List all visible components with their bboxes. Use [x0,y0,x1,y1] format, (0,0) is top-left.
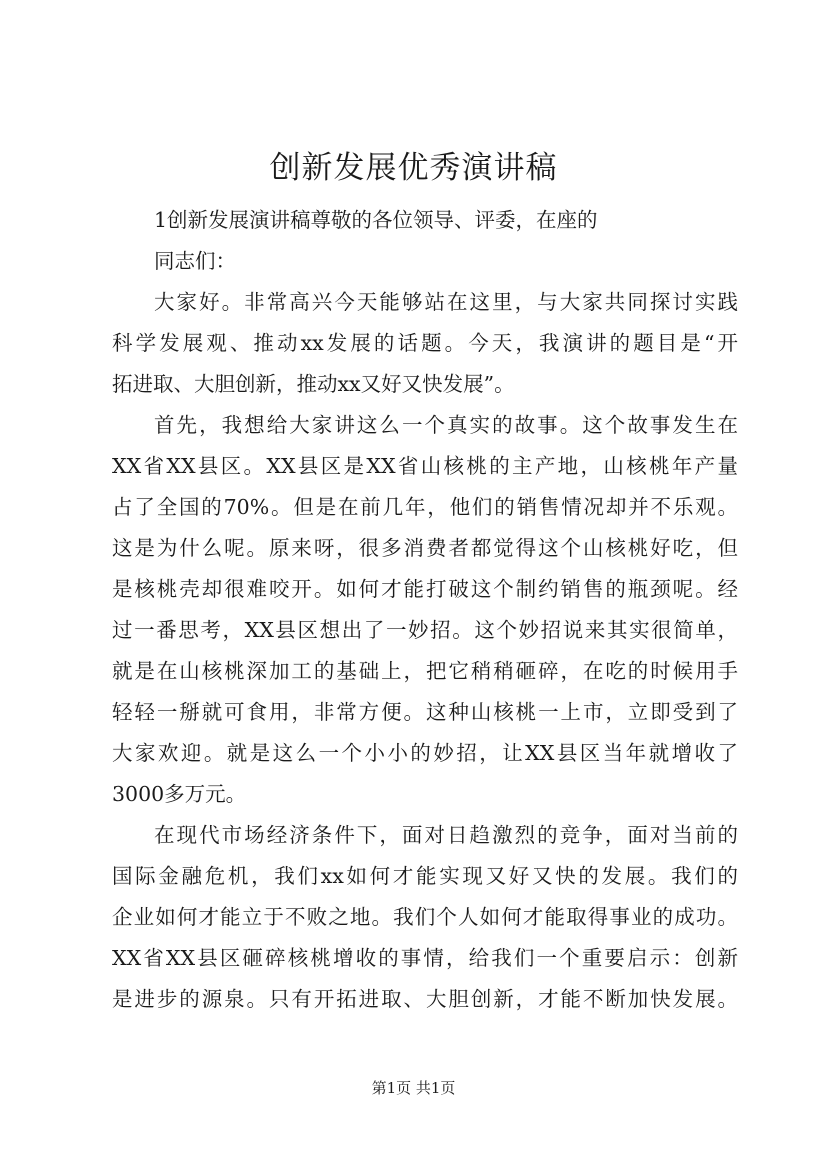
document-title: 创新发展优秀演讲稿 [269,150,558,186]
page-footer: 第1页 共1页 [371,1079,456,1097]
text-line: 同志们： [154,249,236,273]
text-line: 科学发展观、推动xx发展的话题。今天，我演讲的题目是“开 [112,331,738,355]
text-line: 1创新发展演讲稿尊敬的各位领导、评委，在座的 [154,208,598,232]
text-line: 就是在山核桃深加工的基础上，把它稍稍砸碎，在吃的时候用手 [112,659,738,683]
text-line: XX省XX县区。XX县区是XX省山核桃的主产地，山核桃年产量 [112,454,738,478]
text-line: 占了全国的70%。但是在前几年，他们的销售情况却并不乐观。 [112,495,738,519]
text-line: 企业如何才能立于不败之地。我们个人如何才能取得事业的成功。 [112,905,738,929]
text-line: 首先，我想给大家讲这么一个真实的故事。这个故事发生在 [154,413,738,437]
text-line: 这是为什么呢。原来呀，很多消费者都觉得这个山核桃好吃，但 [112,536,738,560]
text-line: 拓进取、大胆创新，推动xx又好又快发展”。 [112,372,515,396]
document-body [112,200,738,1020]
text-line: 轻轻一掰就可食用，非常方便。这种山核桃一上市，立即受到了 [112,700,738,724]
text-line: 过一番思考，XX县区想出了一妙招。这个妙招说来其实很简单， [112,618,738,642]
text-line: 3000多万元。 [112,782,247,806]
text-line: 大家好。非常高兴今天能够站在这里，与大家共同探讨实践 [154,290,738,314]
text-line: 是进步的源泉。只有开拓进取、大胆创新，才能不断加快发展。 [112,987,738,1011]
text-line: 大家欢迎。就是这么一个小小的妙招，让XX县区当年就增收了 [112,741,738,765]
text-line: 是核桃壳却很难咬开。如何才能打破这个制约销售的瓶颈呢。经 [112,577,738,601]
text-line: XX省XX县区砸碎核桃增收的事情，给我们一个重要启示：创新 [112,946,738,970]
text-line: 在现代市场经济条件下，面对日趋激烈的竞争，面对当前的 [154,823,738,847]
text-line: 国际金融危机，我们xx如何才能实现又好又快的发展。我们的 [112,864,738,888]
